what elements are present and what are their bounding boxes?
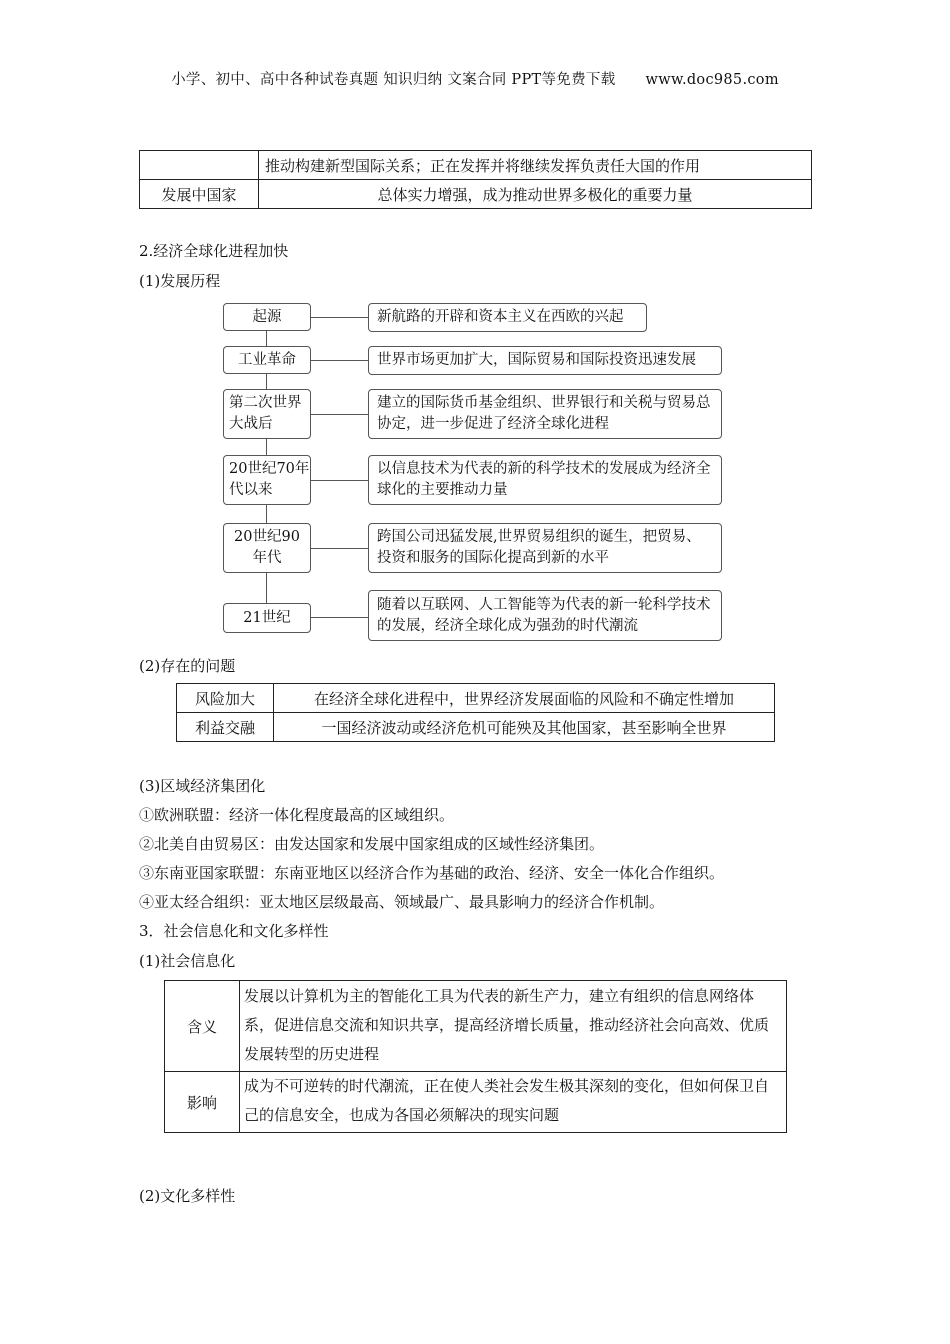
table-row [177,713,775,742]
table-cell-text: 在经济全球化进程中，世界经济发展面临的风险和不确定性增加 [274,684,775,713]
table-cell-label: 利益交融 [177,713,274,742]
table-cell-label: 发展中国家 [140,180,259,209]
flow-stage: 21世纪 [223,603,311,633]
section-2-title: 2.经济全球化进程加快 [139,242,289,260]
table-cell-text: 总体实力增强，成为推动世界多极化的重要力量 [259,180,812,209]
flow-connector [311,360,368,361]
section-3-sub2: (2)文化多样性 [139,1187,236,1205]
flow-stage: 起源 [223,303,311,331]
table-cell-text: 推动构建新型国际关系；正在发挥并将继续发挥负责任大国的作用 [259,151,812,180]
list-item: ②北美自由贸易区：由发达国家和发展中国家组成的区域性经济集团。 [139,835,605,853]
table-cell-label: 风险加大 [177,684,274,713]
section-3-sub1: (1)社会信息化 [139,952,236,970]
flow-connector [311,317,368,318]
section-3-title: 3．社会信息化和文化多样性 [139,922,329,940]
info-table [164,980,787,1133]
flow-stage: 工业革命 [223,346,311,374]
table-cell-label: 影响 [165,1072,240,1133]
table-cell-text: 一国经济波动或经济危机可能殃及其他国家，甚至影响全世界 [274,713,775,742]
flow-connector [311,548,368,549]
flow-stage: 20世纪90年代 [223,523,311,573]
flow-desc: 跨国公司迅猛发展,世界贸易组织的诞生，把贸易、投资和服务的国际化提高到新的水平 [368,523,722,573]
table-cell-text: 发展以计算机为主的智能化工具为代表的新生产力，建立有组织的信息网络体系，促进信息交流和知识共享，提高经济增长质量，推动经济社会向高效、优质发展转型的历史进程 [240,981,787,1072]
header-text: 小学、初中、高中各种试卷真题 知识归纳 文案合同 PPT等免费下载 [171,72,616,88]
table-cell-text: 成为不可逆转的时代潮流，正在使人类社会发生极其深刻的变化，但如何保卫自己的信息安全，也成为各国必须解决的现实问题 [240,1072,787,1133]
flow-connector [311,617,368,618]
section-2-sub2: (2)存在的问题 [139,657,236,675]
flow-desc: 以信息技术为代表的新的科学技术的发展成为经济全球化的主要推动力量 [368,455,722,505]
section-2-sub3: (3)区域经济集团化 [139,777,266,795]
list-item: ①欧洲联盟：经济一体化程度最高的区域组织。 [139,806,455,824]
flow-desc: 世界市场更加扩大，国际贸易和国际投资迅速发展 [368,346,722,375]
flow-connector [311,414,368,415]
list-item: ④亚太经合组织：亚太地区层级最高、领域最广、最具影响力的经济合作机制。 [139,893,665,911]
table-row [177,684,775,713]
flow-desc: 随着以互联网、人工智能等为代表的新一轮科学技术的发展，经济全球化成为强劲的时代潮流 [368,590,722,641]
table-row [165,1072,787,1133]
list-item: ③东南亚国家联盟：东南亚地区以经济合作为基础的政治、经济、安全一体化合作组织。 [139,864,725,882]
problems-table [176,683,775,742]
flow-stage: 20世纪70年代以来 [223,455,311,505]
header-url[interactable]: www.doc985.com [645,72,779,88]
flow-desc: 新航路的开辟和资本主义在西欧的兴起 [368,303,647,332]
globalization-flowchart [0,0,950,650]
flow-stage: 第二次世界大战后 [223,389,311,439]
flow-connector [311,480,368,481]
table-cell-label: 含义 [165,981,240,1072]
section-2-sub1: (1)发展历程 [139,272,221,290]
flow-desc: 建立的国际货币基金组织、世界银行和关税与贸易总协定，进一步促进了经济全球化进程 [368,389,722,439]
table-row [165,981,787,1072]
